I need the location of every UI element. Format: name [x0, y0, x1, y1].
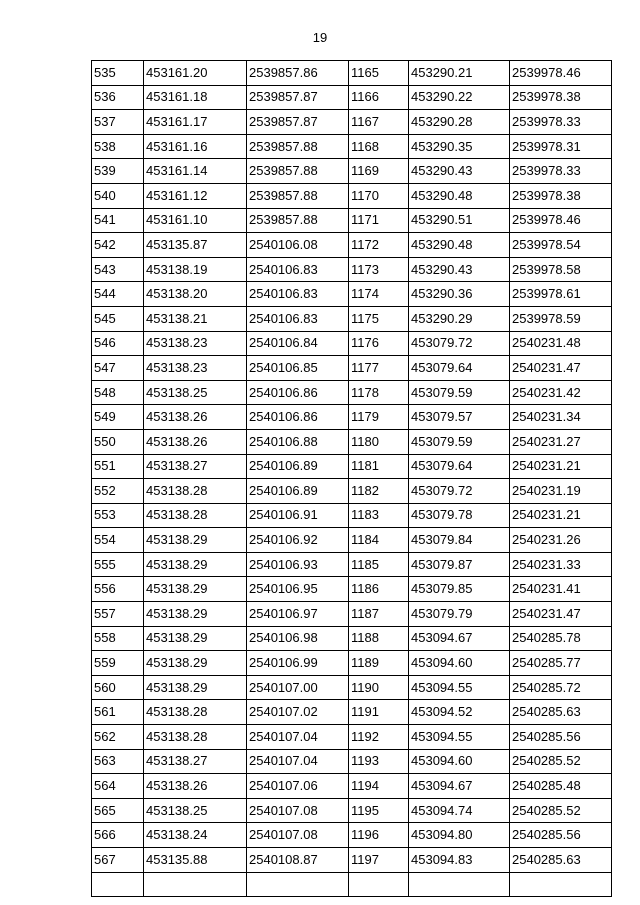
point-number-b: 1197 — [349, 848, 409, 873]
y-coordinate-b: 2539978.31 — [510, 134, 612, 159]
y-coordinate-b: 2539978.46 — [510, 61, 612, 86]
point-number-b: 1189 — [349, 651, 409, 676]
point-number-b: 1181 — [349, 454, 409, 479]
point-number-b: 1174 — [349, 282, 409, 307]
y-coordinate-a: 2540107.04 — [247, 749, 349, 774]
y-coordinate-b: 2539978.61 — [510, 282, 612, 307]
point-number-a: 537 — [92, 110, 144, 135]
point-number-a: 546 — [92, 331, 144, 356]
point-number-b: 1177 — [349, 356, 409, 381]
x-coordinate-b: 453079.78 — [409, 503, 510, 528]
x-coordinate-b: 453094.55 — [409, 725, 510, 750]
y-coordinate-b: 2540285.72 — [510, 675, 612, 700]
y-coordinate-a: 2539857.88 — [247, 134, 349, 159]
x-coordinate-b: 453079.72 — [409, 479, 510, 504]
x-coordinate-b: 453290.22 — [409, 85, 510, 110]
x-coordinate-b: 453094.83 — [409, 848, 510, 873]
point-number-a: 535 — [92, 61, 144, 86]
x-coordinate-a: 453138.19 — [144, 257, 247, 282]
point-number-b: 1194 — [349, 774, 409, 799]
x-coordinate-b: 453079.57 — [409, 405, 510, 430]
x-coordinate-a: 453138.25 — [144, 380, 247, 405]
x-coordinate-b: 453290.48 — [409, 233, 510, 258]
y-coordinate-b: 2540231.42 — [510, 380, 612, 405]
coordinates-table — [91, 60, 612, 897]
x-coordinate-b: 453094.80 — [409, 823, 510, 848]
table-bottom-spacer — [92, 872, 612, 897]
x-coordinate-b: 453094.67 — [409, 774, 510, 799]
point-number-b: 1196 — [349, 823, 409, 848]
y-coordinate-b: 2539978.33 — [510, 159, 612, 184]
table-row — [92, 282, 612, 307]
point-number-a: 554 — [92, 528, 144, 553]
y-coordinate-a: 2540106.89 — [247, 454, 349, 479]
point-number-b: 1176 — [349, 331, 409, 356]
x-coordinate-a: 453138.28 — [144, 700, 247, 725]
x-coordinate-a: 453138.21 — [144, 306, 247, 331]
empty-cell — [510, 872, 612, 897]
y-coordinate-b: 2540231.47 — [510, 602, 612, 627]
x-coordinate-a: 453138.26 — [144, 429, 247, 454]
x-coordinate-a: 453135.87 — [144, 233, 247, 258]
point-number-a: 562 — [92, 725, 144, 750]
y-coordinate-b: 2539978.38 — [510, 183, 612, 208]
y-coordinate-a: 2540107.04 — [247, 725, 349, 750]
point-number-a: 560 — [92, 675, 144, 700]
y-coordinate-b: 2540231.19 — [510, 479, 612, 504]
point-number-b: 1188 — [349, 626, 409, 651]
point-number-a: 567 — [92, 848, 144, 873]
y-coordinate-a: 2540107.00 — [247, 675, 349, 700]
table-row — [92, 651, 612, 676]
point-number-b: 1195 — [349, 798, 409, 823]
x-coordinate-b: 453290.51 — [409, 208, 510, 233]
point-number-a: 550 — [92, 429, 144, 454]
table-row — [92, 183, 612, 208]
point-number-b: 1169 — [349, 159, 409, 184]
y-coordinate-a: 2540106.92 — [247, 528, 349, 553]
x-coordinate-a: 453138.25 — [144, 798, 247, 823]
x-coordinate-b: 453079.85 — [409, 577, 510, 602]
x-coordinate-b: 453079.87 — [409, 552, 510, 577]
y-coordinate-a: 2540107.08 — [247, 798, 349, 823]
point-number-b: 1166 — [349, 85, 409, 110]
y-coordinate-b: 2539978.54 — [510, 233, 612, 258]
y-coordinate-b: 2540285.56 — [510, 725, 612, 750]
empty-cell — [247, 872, 349, 897]
y-coordinate-a: 2539857.88 — [247, 183, 349, 208]
table-row — [92, 134, 612, 159]
y-coordinate-a: 2539857.86 — [247, 61, 349, 86]
point-number-b: 1192 — [349, 725, 409, 750]
x-coordinate-b: 453094.52 — [409, 700, 510, 725]
point-number-a: 555 — [92, 552, 144, 577]
y-coordinate-a: 2540106.91 — [247, 503, 349, 528]
y-coordinate-a: 2539857.87 — [247, 110, 349, 135]
y-coordinate-a: 2540106.89 — [247, 479, 349, 504]
point-number-b: 1173 — [349, 257, 409, 282]
y-coordinate-a: 2540106.95 — [247, 577, 349, 602]
x-coordinate-a: 453138.29 — [144, 552, 247, 577]
y-coordinate-a: 2540107.08 — [247, 823, 349, 848]
y-coordinate-b: 2540231.21 — [510, 503, 612, 528]
y-coordinate-b: 2539978.33 — [510, 110, 612, 135]
table-row — [92, 429, 612, 454]
point-number-b: 1180 — [349, 429, 409, 454]
point-number-a: 547 — [92, 356, 144, 381]
x-coordinate-b: 453079.84 — [409, 528, 510, 553]
x-coordinate-b: 453079.64 — [409, 356, 510, 381]
x-coordinate-a: 453138.29 — [144, 626, 247, 651]
y-coordinate-b: 2540285.77 — [510, 651, 612, 676]
point-number-a: 552 — [92, 479, 144, 504]
x-coordinate-b: 453094.60 — [409, 749, 510, 774]
x-coordinate-b: 453290.36 — [409, 282, 510, 307]
x-coordinate-a: 453135.88 — [144, 848, 247, 873]
point-number-a: 548 — [92, 380, 144, 405]
y-coordinate-a: 2540106.99 — [247, 651, 349, 676]
point-number-a: 541 — [92, 208, 144, 233]
x-coordinate-b: 453290.43 — [409, 257, 510, 282]
y-coordinate-a: 2540106.98 — [247, 626, 349, 651]
point-number-a: 551 — [92, 454, 144, 479]
x-coordinate-b: 453290.35 — [409, 134, 510, 159]
x-coordinate-a: 453161.10 — [144, 208, 247, 233]
y-coordinate-a: 2540107.02 — [247, 700, 349, 725]
point-number-a: 545 — [92, 306, 144, 331]
point-number-b: 1171 — [349, 208, 409, 233]
point-number-b: 1185 — [349, 552, 409, 577]
table-row — [92, 700, 612, 725]
point-number-b: 1187 — [349, 602, 409, 627]
table-row — [92, 257, 612, 282]
point-number-a: 539 — [92, 159, 144, 184]
y-coordinate-a: 2540106.97 — [247, 602, 349, 627]
table-row — [92, 356, 612, 381]
coordinates-table-body — [92, 61, 612, 897]
table-row — [92, 577, 612, 602]
point-number-a: 556 — [92, 577, 144, 602]
table-row — [92, 626, 612, 651]
point-number-a: 565 — [92, 798, 144, 823]
point-number-a: 538 — [92, 134, 144, 159]
point-number-a: 557 — [92, 602, 144, 627]
y-coordinate-b: 2540231.21 — [510, 454, 612, 479]
table-row — [92, 380, 612, 405]
x-coordinate-a: 453138.27 — [144, 749, 247, 774]
table-row — [92, 85, 612, 110]
y-coordinate-b: 2540285.63 — [510, 700, 612, 725]
point-number-b: 1170 — [349, 183, 409, 208]
table-row — [92, 233, 612, 258]
table-row — [92, 306, 612, 331]
y-coordinate-a: 2539857.88 — [247, 159, 349, 184]
y-coordinate-b: 2539978.58 — [510, 257, 612, 282]
empty-cell — [409, 872, 510, 897]
x-coordinate-a: 453138.20 — [144, 282, 247, 307]
x-coordinate-b: 453094.60 — [409, 651, 510, 676]
y-coordinate-a: 2540106.84 — [247, 331, 349, 356]
point-number-a: 542 — [92, 233, 144, 258]
point-number-a: 558 — [92, 626, 144, 651]
y-coordinate-a: 2540106.83 — [247, 282, 349, 307]
point-number-a: 540 — [92, 183, 144, 208]
point-number-a: 564 — [92, 774, 144, 799]
x-coordinate-a: 453138.28 — [144, 479, 247, 504]
table-row — [92, 774, 612, 799]
empty-cell — [144, 872, 247, 897]
table-row — [92, 61, 612, 86]
point-number-a: 563 — [92, 749, 144, 774]
point-number-b: 1179 — [349, 405, 409, 430]
y-coordinate-a: 2539857.87 — [247, 85, 349, 110]
point-number-a: 561 — [92, 700, 144, 725]
x-coordinate-a: 453138.29 — [144, 577, 247, 602]
point-number-a: 549 — [92, 405, 144, 430]
x-coordinate-b: 453094.67 — [409, 626, 510, 651]
point-number-b: 1178 — [349, 380, 409, 405]
x-coordinate-b: 453094.55 — [409, 675, 510, 700]
y-coordinate-b: 2540285.56 — [510, 823, 612, 848]
table-row — [92, 675, 612, 700]
x-coordinate-b: 453079.79 — [409, 602, 510, 627]
point-number-b: 1183 — [349, 503, 409, 528]
y-coordinate-b: 2540231.34 — [510, 405, 612, 430]
table-row — [92, 602, 612, 627]
point-number-b: 1167 — [349, 110, 409, 135]
x-coordinate-a: 453138.24 — [144, 823, 247, 848]
x-coordinate-a: 453161.17 — [144, 110, 247, 135]
y-coordinate-b: 2539978.38 — [510, 85, 612, 110]
x-coordinate-b: 453079.64 — [409, 454, 510, 479]
table-row — [92, 725, 612, 750]
x-coordinate-a: 453138.29 — [144, 528, 247, 553]
point-number-b: 1175 — [349, 306, 409, 331]
y-coordinate-b: 2540231.41 — [510, 577, 612, 602]
y-coordinate-b: 2539978.59 — [510, 306, 612, 331]
y-coordinate-b: 2540285.48 — [510, 774, 612, 799]
x-coordinate-a: 453138.26 — [144, 405, 247, 430]
point-number-b: 1193 — [349, 749, 409, 774]
table-row — [92, 848, 612, 873]
y-coordinate-a: 2540106.83 — [247, 306, 349, 331]
x-coordinate-a: 453138.26 — [144, 774, 247, 799]
point-number-b: 1186 — [349, 577, 409, 602]
y-coordinate-b: 2540285.63 — [510, 848, 612, 873]
y-coordinate-b: 2540285.78 — [510, 626, 612, 651]
point-number-b: 1165 — [349, 61, 409, 86]
y-coordinate-b: 2540231.47 — [510, 356, 612, 381]
x-coordinate-a: 453138.23 — [144, 356, 247, 381]
point-number-b: 1172 — [349, 233, 409, 258]
table-row — [92, 331, 612, 356]
table-row — [92, 110, 612, 135]
point-number-b: 1184 — [349, 528, 409, 553]
x-coordinate-b: 453290.48 — [409, 183, 510, 208]
point-number-a: 544 — [92, 282, 144, 307]
x-coordinate-b: 453094.74 — [409, 798, 510, 823]
x-coordinate-b: 453290.29 — [409, 306, 510, 331]
table-row — [92, 528, 612, 553]
y-coordinate-b: 2539978.46 — [510, 208, 612, 233]
table-row — [92, 552, 612, 577]
x-coordinate-b: 453290.28 — [409, 110, 510, 135]
point-number-a: 566 — [92, 823, 144, 848]
y-coordinate-b: 2540285.52 — [510, 749, 612, 774]
point-number-a: 536 — [92, 85, 144, 110]
point-number-b: 1190 — [349, 675, 409, 700]
x-coordinate-a: 453161.16 — [144, 134, 247, 159]
y-coordinate-a: 2540106.86 — [247, 405, 349, 430]
point-number-b: 1191 — [349, 700, 409, 725]
y-coordinate-b: 2540231.33 — [510, 552, 612, 577]
x-coordinate-a: 453161.20 — [144, 61, 247, 86]
x-coordinate-a: 453161.18 — [144, 85, 247, 110]
y-coordinate-b: 2540285.52 — [510, 798, 612, 823]
y-coordinate-a: 2539857.88 — [247, 208, 349, 233]
x-coordinate-a: 453138.28 — [144, 503, 247, 528]
y-coordinate-b: 2540231.26 — [510, 528, 612, 553]
point-number-b: 1182 — [349, 479, 409, 504]
y-coordinate-a: 2540106.88 — [247, 429, 349, 454]
y-coordinate-b: 2540231.48 — [510, 331, 612, 356]
point-number-a: 543 — [92, 257, 144, 282]
empty-cell — [349, 872, 409, 897]
table-row — [92, 208, 612, 233]
table-row — [92, 405, 612, 430]
table-row — [92, 159, 612, 184]
table-row — [92, 749, 612, 774]
x-coordinate-b: 453290.21 — [409, 61, 510, 86]
y-coordinate-a: 2540106.86 — [247, 380, 349, 405]
table-row — [92, 479, 612, 504]
point-number-b: 1168 — [349, 134, 409, 159]
y-coordinate-a: 2540106.85 — [247, 356, 349, 381]
x-coordinate-b: 453079.59 — [409, 380, 510, 405]
x-coordinate-a: 453161.12 — [144, 183, 247, 208]
x-coordinate-a: 453138.29 — [144, 651, 247, 676]
y-coordinate-a: 2540108.87 — [247, 848, 349, 873]
y-coordinate-a: 2540106.83 — [247, 257, 349, 282]
point-number-a: 559 — [92, 651, 144, 676]
x-coordinate-a: 453138.27 — [144, 454, 247, 479]
y-coordinate-a: 2540106.93 — [247, 552, 349, 577]
table-row — [92, 503, 612, 528]
y-coordinate-a: 2540106.08 — [247, 233, 349, 258]
x-coordinate-a: 453161.14 — [144, 159, 247, 184]
x-coordinate-b: 453079.72 — [409, 331, 510, 356]
x-coordinate-a: 453138.23 — [144, 331, 247, 356]
y-coordinate-a: 2540107.06 — [247, 774, 349, 799]
table-row — [92, 798, 612, 823]
point-number-a: 553 — [92, 503, 144, 528]
y-coordinate-b: 2540231.27 — [510, 429, 612, 454]
x-coordinate-b: 453079.59 — [409, 429, 510, 454]
x-coordinate-b: 453290.43 — [409, 159, 510, 184]
table-row — [92, 454, 612, 479]
table-row — [92, 823, 612, 848]
x-coordinate-a: 453138.28 — [144, 725, 247, 750]
x-coordinate-a: 453138.29 — [144, 675, 247, 700]
empty-cell — [92, 872, 144, 897]
x-coordinate-a: 453138.29 — [144, 602, 247, 627]
page-number: 19 — [312, 30, 328, 45]
